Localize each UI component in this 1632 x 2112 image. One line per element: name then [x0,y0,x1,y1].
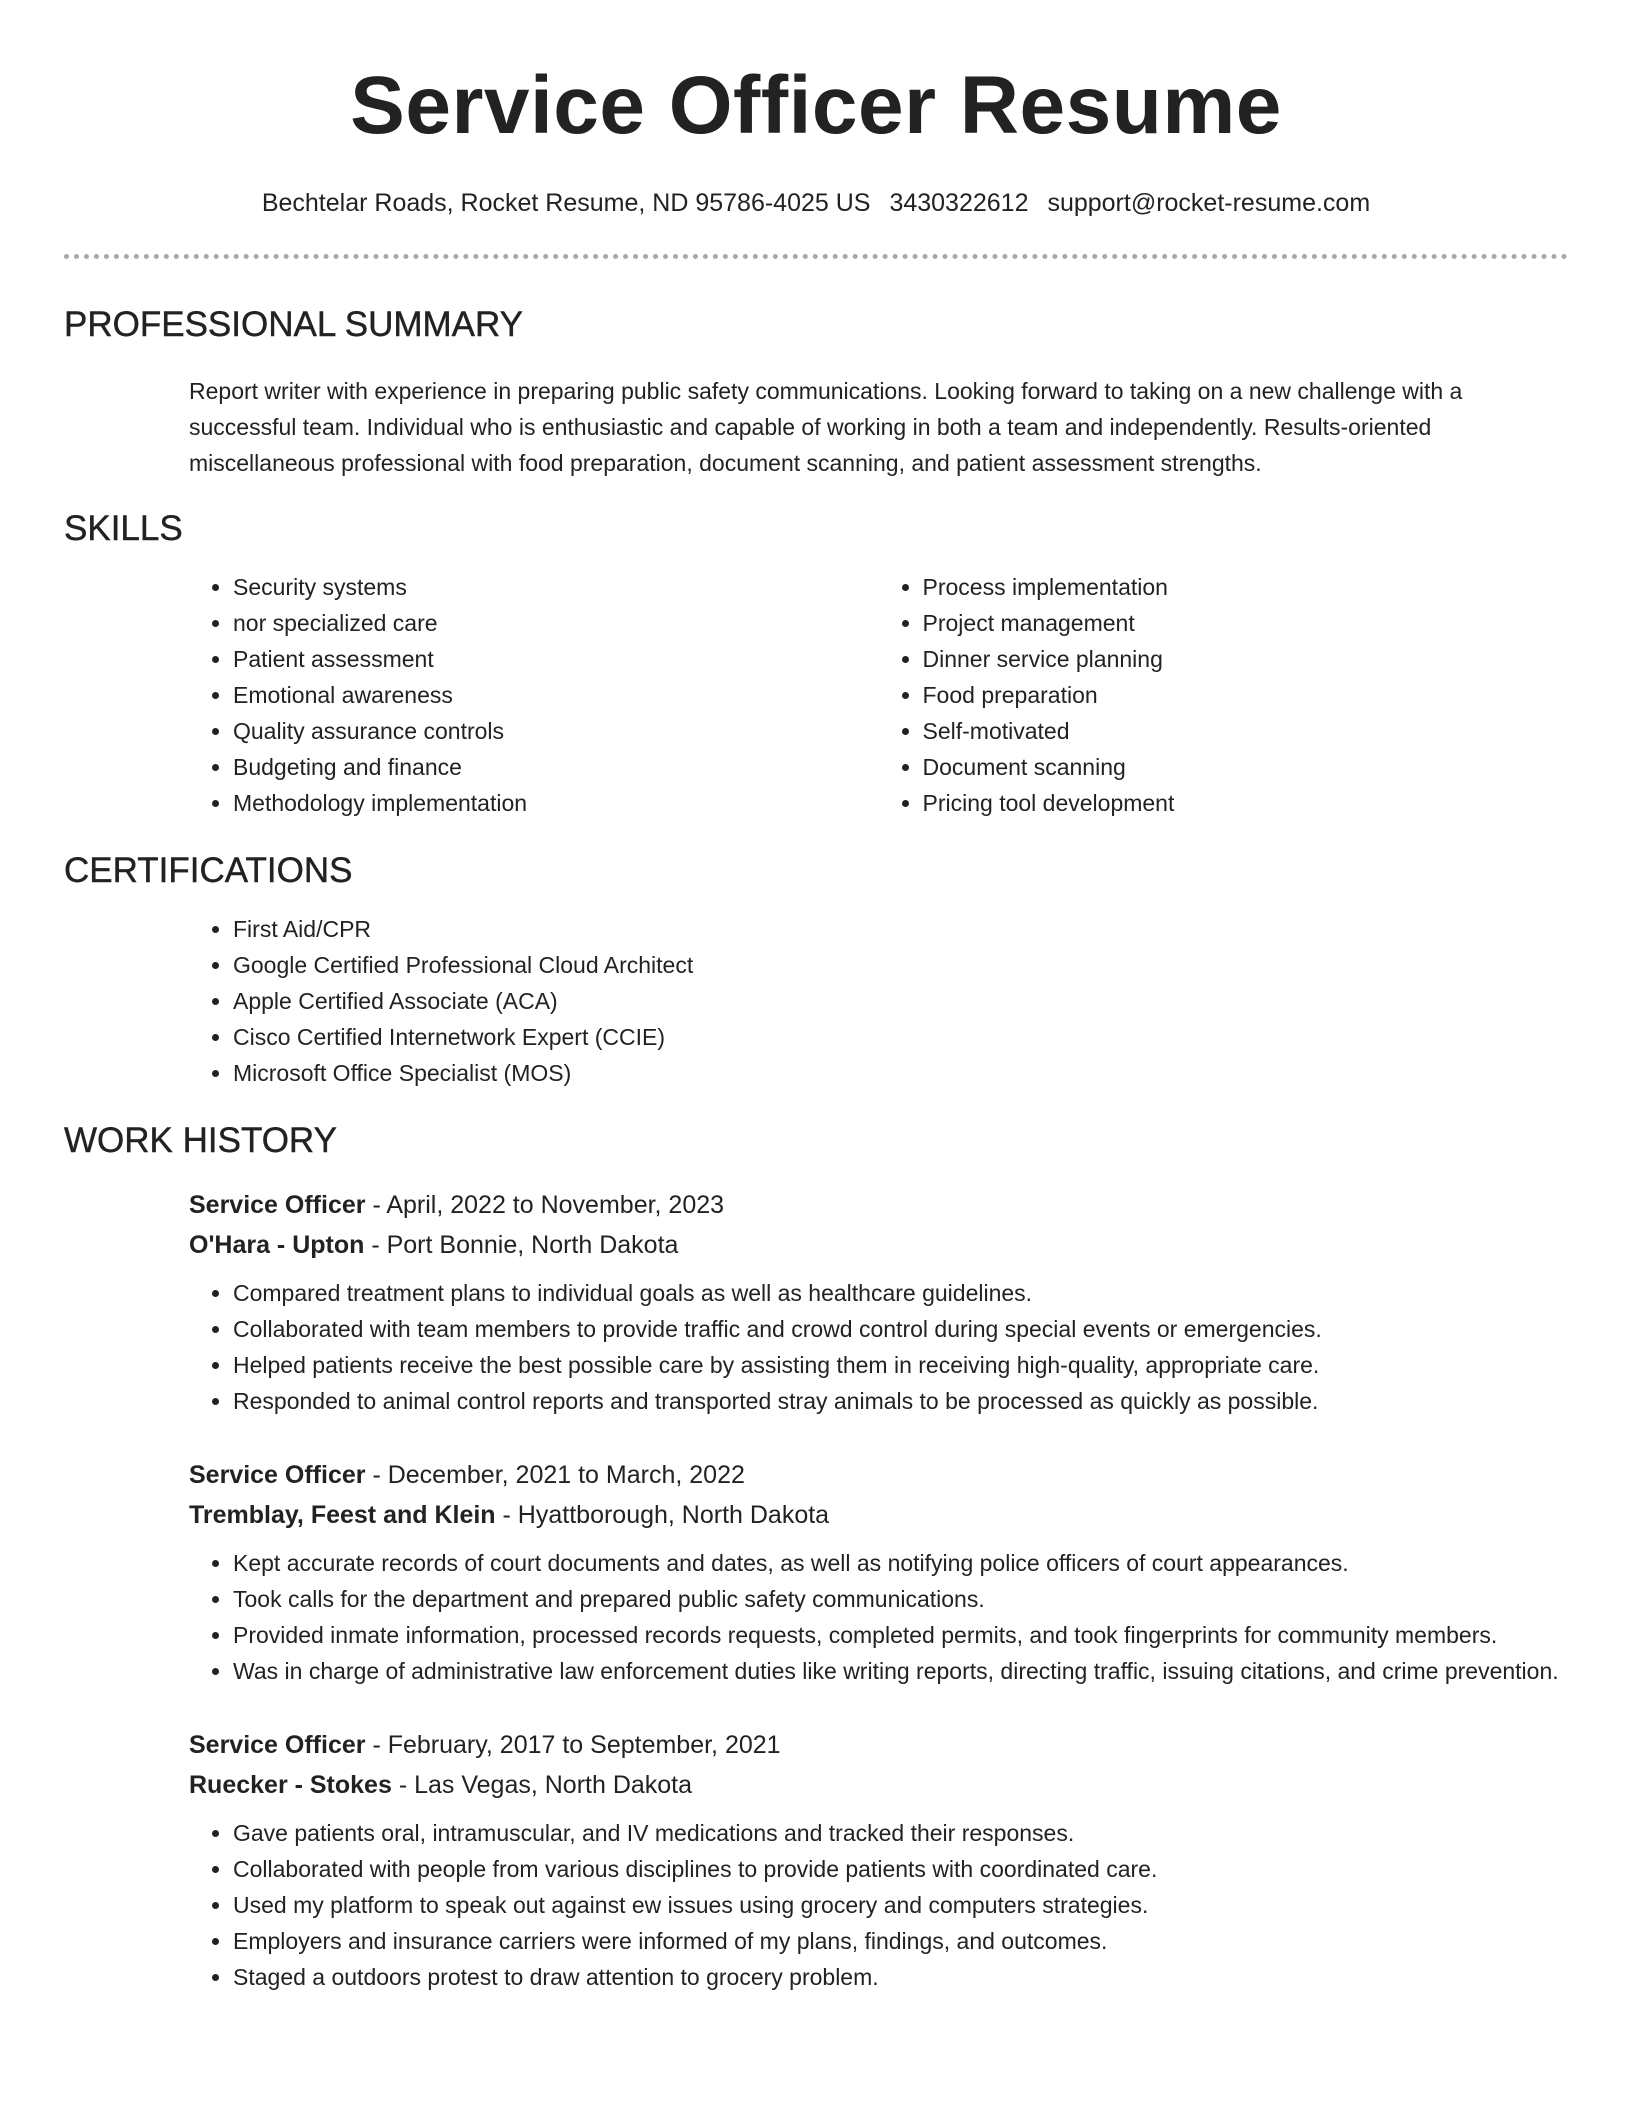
skills-list-left [189,569,879,821]
job-bullets [189,1275,1568,1419]
summary-text: Report writer with experience in preparing public safety communications. Looking forward to taking on a new challenge with a successful team. Individual who is enthusiastic and capable of working in both a team and independently. Results-oriented miscellaneous professional with food preparation, document scanning, and patient assessment strengths. [189,378,1463,476]
job-company: O'Hara - Upton [189,1231,365,1259]
resume-title: Service Officer Resume [350,60,1282,151]
skill-item: • Food preparation [923,677,1569,713]
skill-item: • Document scanning [923,749,1569,785]
certification-item: • Google Certified Professional Cloud Architect [233,947,1568,983]
job-title-line [189,1725,1568,1765]
job-dates: - April, 2022 to November, 2023 [365,1191,725,1219]
skill-item: • Process implementation [923,569,1569,605]
job-bullet: • Responded to animal control reports and transported stray animals to be processed as quickly as possible. [233,1383,1568,1419]
job-title-line [189,1185,1568,1225]
job-entry [189,1725,1568,1995]
skill-item: • Quality assurance controls [233,713,879,749]
job-bullet: • Helped patients receive the best possible care by assisting them in receiving high-quality, appropriate care. [233,1347,1568,1383]
job-bullets [189,1815,1568,1995]
job-bullet: • Gave patients oral, intramuscular, and IV medications and tracked their responses. [233,1815,1568,1851]
professional-summary-section [64,303,1568,481]
skills-section [64,507,1568,821]
job-entry [189,1455,1568,1689]
skill-item: • Security systems [233,569,879,605]
resume-page [64,0,1568,1995]
job-title: Service Officer [189,1191,366,1219]
section-heading-summary: PROFESSIONAL SUMMARY [64,305,523,344]
job-bullet: • Employers and insurance carriers were informed of my plans, findings, and outcomes. [233,1923,1568,1959]
section-heading-work: WORK HISTORY [64,1121,337,1160]
job-title: Service Officer [189,1731,366,1759]
job-bullet: • Used my platform to speak out against ew issues using grocery and computers strategies. [233,1887,1568,1923]
skill-item: • nor specialized care [233,605,879,641]
job-title-line [189,1455,1568,1495]
contact-email: support@rocket-resume.com [1047,189,1371,217]
skill-item: • Budgeting and finance [233,749,879,785]
header-divider [64,254,1568,259]
certifications-list [189,911,1568,1091]
skill-item: • Methodology implementation [233,785,879,821]
job-company-line [189,1495,1568,1535]
certification-item: • Microsoft Office Specialist (MOS) [233,1055,1568,1091]
job-location: - Las Vegas, North Dakota [391,1771,693,1799]
job-bullet: • Staged a outdoors protest to draw attention to grocery problem. [233,1959,1568,1995]
work-history-section [64,1119,1568,1995]
job-title: Service Officer [189,1461,366,1489]
skill-item: • Pricing tool development [923,785,1569,821]
certifications-section [64,849,1568,1091]
job-company: Tremblay, Feest and Klein [189,1501,496,1529]
skills-grid [189,569,1568,821]
job-bullet: • Collaborated with people from various disciplines to provide patients with coordinated care. [233,1851,1568,1887]
skill-item: • Emotional awareness [233,677,879,713]
job-company-line [189,1765,1568,1805]
job-company: Ruecker - Stokes [189,1771,392,1799]
job-company-line [189,1225,1568,1265]
contact-phone: 3430322612 [889,189,1029,217]
job-bullet: • Was in charge of administrative law enforcement duties like writing reports, directing traffic, issuing citations, and crime prevention. [233,1653,1568,1689]
job-bullet: • Took calls for the department and prepared public safety communications. [233,1581,1568,1617]
job-dates: - February, 2017 to September, 2021 [365,1731,781,1759]
job-bullet: • Compared treatment plans to individual goals as well as healthcare guidelines. [233,1275,1568,1311]
job-bullets [189,1545,1568,1689]
job-location: - Hyattborough, North Dakota [495,1501,830,1529]
section-heading-skills: SKILLS [64,509,183,548]
certification-item: • Cisco Certified Internetwork Expert (CCIE) [233,1019,1568,1055]
skills-list-right [879,569,1569,821]
job-bullet: • Provided inmate information, processed records requests, completed permits, and took fingerprints for community members. [233,1617,1568,1653]
certification-item: • First Aid/CPR [233,911,1568,947]
skill-item: • Self-motivated [923,713,1569,749]
job-bullet: • Collaborated with team members to provide traffic and crowd control during special events or emergencies. [233,1311,1568,1347]
job-bullet: • Kept accurate records of court documents and dates, as well as notifying police officers of court appearances. [233,1545,1568,1581]
contact-address: Bechtelar Roads, Rocket Resume, ND 95786-4025 US [261,189,871,217]
section-heading-certifications: CERTIFICATIONS [64,851,353,890]
skill-item: • Project management [923,605,1569,641]
job-location: - Port Bonnie, North Dakota [364,1231,679,1259]
job-entry [189,1185,1568,1419]
job-dates: - December, 2021 to March, 2022 [365,1461,745,1489]
contact-line [64,186,1568,220]
certification-item: • Apple Certified Associate (ACA) [233,983,1568,1019]
skill-item: • Dinner service planning [923,641,1569,677]
skill-item: • Patient assessment [233,641,879,677]
